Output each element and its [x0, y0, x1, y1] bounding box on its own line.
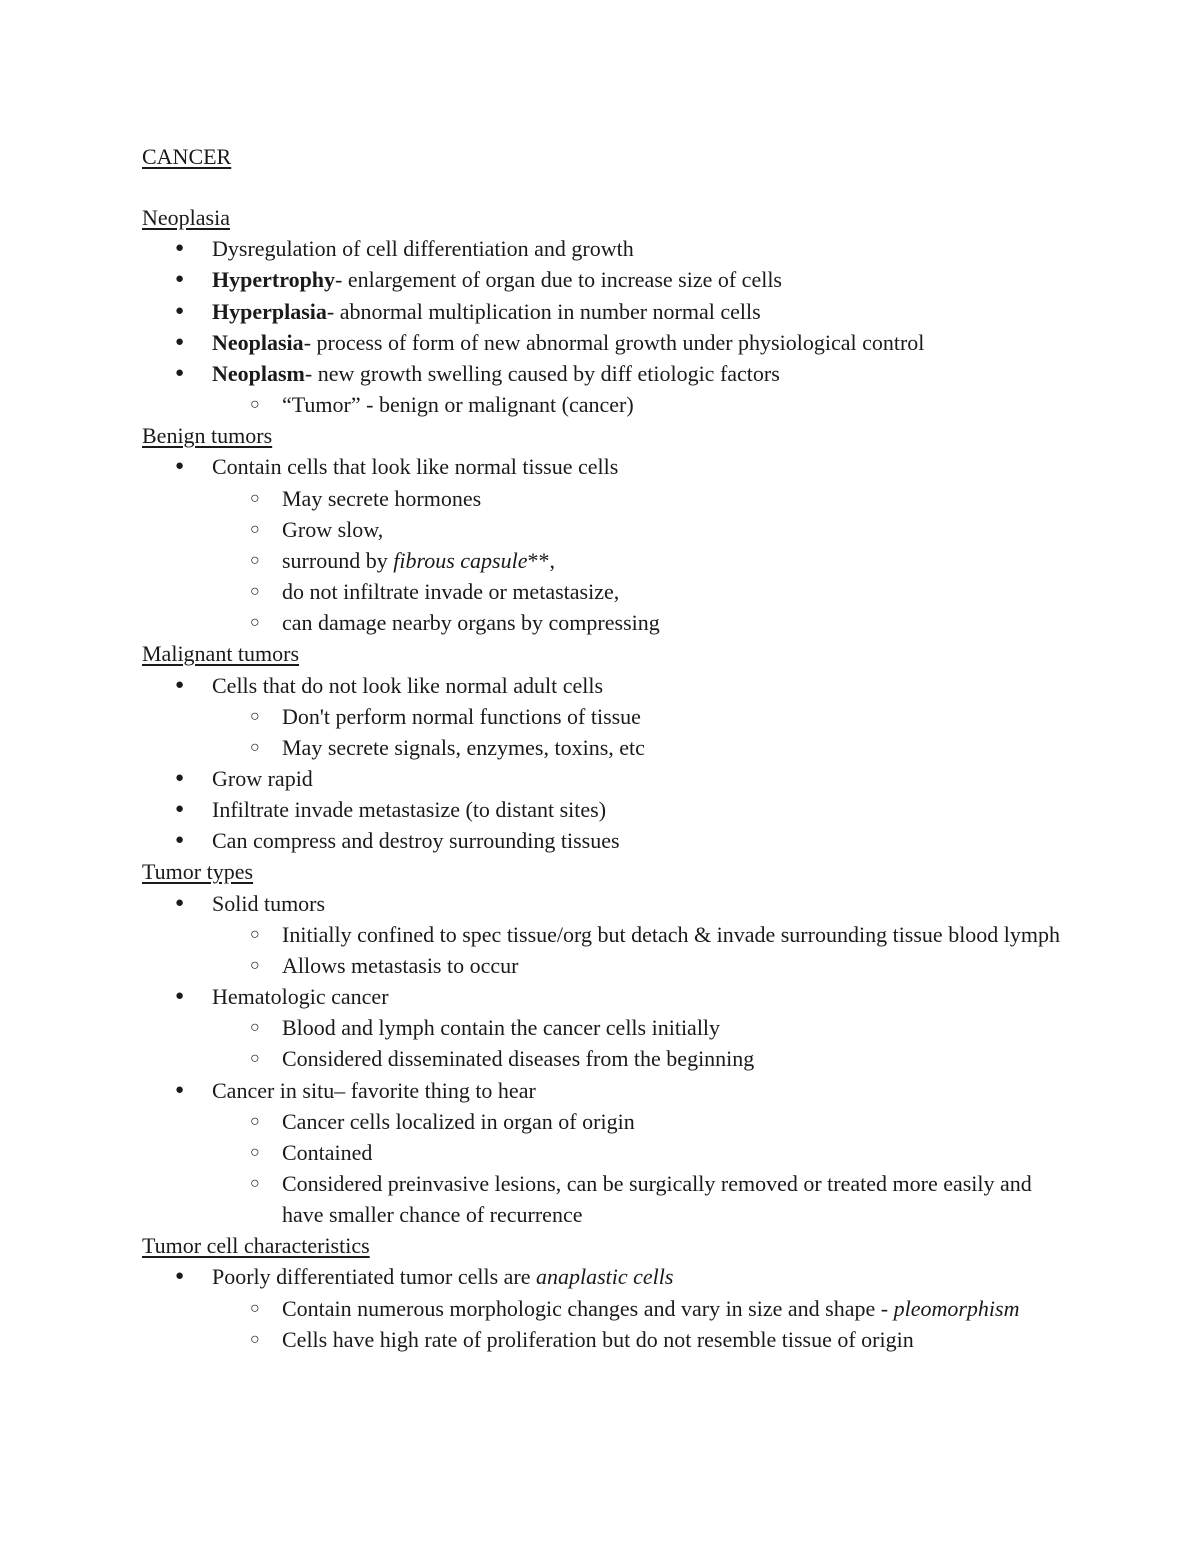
bullet-circle-icon: ○ [250, 1050, 260, 1068]
sub-bullet-list [212, 389, 1062, 420]
sub-list-item [212, 1106, 1062, 1137]
item-text: surround by [282, 547, 394, 573]
item-text: Cells that do not look like normal adult cells [212, 672, 604, 698]
item-text: Contain numerous morphologic changes and vary in size and shape - [282, 1295, 894, 1321]
section [142, 420, 1062, 638]
bullet-list [142, 451, 1062, 638]
list-item [142, 981, 1062, 1074]
item-text-after: **, [527, 547, 555, 573]
bullet-circle-icon: ○ [250, 489, 260, 507]
sub-list-item [212, 1012, 1062, 1043]
term-bold: Neoplasia [212, 329, 304, 355]
bullet-list [142, 888, 1062, 1231]
item-text: Cancer in situ– favorite thing to hear [212, 1077, 536, 1103]
item-text: Contain cells that look like normal tissue cells [212, 454, 619, 480]
section [142, 1230, 1062, 1355]
list-item [142, 296, 1062, 327]
bullet-circle-icon: ○ [250, 1143, 260, 1161]
sub-list-item [212, 545, 1062, 576]
item-text: Poorly differentiated tumor cells are [212, 1264, 536, 1290]
bullet-circle-icon: ○ [250, 396, 260, 414]
item-text: - process of form of new abnormal growth under physiological control [303, 329, 925, 355]
list-item [142, 233, 1062, 264]
item-text: - abnormal multiplication in number normal cells [326, 298, 761, 324]
bullet-circle-icon: ○ [250, 956, 260, 974]
list-item [142, 327, 1062, 358]
bullet-dot-icon: ● [175, 240, 185, 257]
item-text: Allows metastasis to occur [282, 952, 519, 978]
list-item [142, 1261, 1062, 1354]
list-item [142, 358, 1062, 420]
bullet-dot-icon: ● [175, 832, 185, 849]
term-bold: Hypertrophy [212, 267, 336, 293]
term-italic: pleomorphism [893, 1295, 1020, 1321]
bullet-circle-icon: ○ [250, 614, 260, 632]
sub-list-item [212, 1137, 1062, 1168]
sub-list-item [212, 1043, 1062, 1074]
item-text: Solid tumors [212, 890, 326, 916]
document-title: CANCER [142, 144, 232, 169]
sub-list-item [212, 389, 1062, 420]
sub-list-item [212, 950, 1062, 981]
sub-list-item [212, 1168, 1062, 1230]
item-text: Hematologic cancer [212, 984, 389, 1010]
item-text: Cells have high rate of proliferation but do not resemble tissue of origin [282, 1326, 914, 1352]
item-text: Infiltrate invade metastasize (to distant sites) [212, 797, 607, 823]
list-item [142, 451, 1062, 638]
section [142, 638, 1062, 856]
section-heading: Neoplasia [142, 205, 230, 231]
bullet-dot-icon: ● [175, 894, 185, 911]
bullet-dot-icon: ● [175, 988, 185, 1005]
item-text: “Tumor” - benign or malignant (cancer) [282, 392, 634, 418]
bullet-circle-icon: ○ [250, 583, 260, 601]
bullet-list [142, 1261, 1062, 1354]
bullet-circle-icon: ○ [250, 1019, 260, 1037]
bullet-circle-icon: ○ [250, 1175, 260, 1192]
section-heading: Tumor cell characteristics [142, 1233, 370, 1259]
bullet-dot-icon: ● [175, 271, 185, 288]
bullet-circle-icon: ○ [250, 1299, 260, 1317]
bullet-dot-icon: ● [175, 333, 185, 350]
sub-list-item [212, 576, 1062, 607]
sub-list-item [212, 1293, 1062, 1324]
list-item [142, 794, 1062, 825]
item-text: - new growth swelling caused by diff etiologic factors [304, 360, 780, 386]
item-text: Don't perform normal functions of tissue [282, 703, 641, 729]
bullet-circle-icon: ○ [250, 551, 260, 569]
list-item [142, 825, 1062, 856]
item-text: Can compress and destroy surrounding tissues [212, 828, 620, 854]
sub-bullet-list [212, 1012, 1062, 1074]
term-bold: Neoplasm [212, 360, 305, 386]
sub-bullet-list [212, 1293, 1062, 1355]
section [142, 856, 1062, 1230]
item-text: Blood and lymph contain the cancer cells initially [282, 1015, 721, 1041]
item-text: Grow rapid [212, 765, 313, 791]
item-text: - enlargement of organ due to increase size of cells [335, 267, 782, 293]
bullet-circle-icon: ○ [250, 1330, 260, 1348]
list-item [142, 888, 1062, 981]
sub-bullet-list [212, 919, 1062, 981]
term-bold: Hyperplasia [212, 298, 327, 324]
item-text: Contained [282, 1139, 373, 1165]
list-item [142, 763, 1062, 794]
bullet-circle-icon: ○ [250, 738, 260, 756]
sub-list-item [212, 919, 1062, 950]
sub-list-item [212, 607, 1062, 638]
bullet-dot-icon: ● [175, 1081, 185, 1098]
section-heading: Malignant tumors [142, 641, 300, 667]
bullet-circle-icon: ○ [250, 1112, 260, 1130]
sub-list-item [212, 732, 1062, 763]
bullet-circle-icon: ○ [250, 925, 260, 943]
sub-list-item [212, 1324, 1062, 1355]
sub-list-item [212, 701, 1062, 732]
item-text: May secrete hormones [282, 485, 482, 511]
bullet-dot-icon: ● [175, 302, 185, 319]
item-text: Cancer cells localized in organ of origin [282, 1108, 635, 1134]
sections-container [142, 202, 1062, 1355]
section-heading: Benign tumors [142, 423, 273, 449]
sub-bullet-list [212, 483, 1062, 639]
sub-bullet-list [212, 1106, 1062, 1231]
item-text: May secrete signals, enzymes, toxins, etc [282, 734, 645, 760]
sub-list-item [212, 514, 1062, 545]
list-item [142, 670, 1062, 763]
bullet-list [142, 233, 1062, 420]
item-text: do not infiltrate invade or metastasize, [282, 579, 620, 605]
sub-list-item [212, 483, 1062, 514]
item-text: Considered preinvasive lesions, can be surgically removed or treated more easily and have smaller chance of recurrence [282, 1171, 1032, 1228]
item-text: Dysregulation of cell differentiation and growth [212, 236, 634, 262]
document-body [142, 141, 1062, 1355]
list-item [142, 1075, 1062, 1231]
bullet-dot-icon: ● [175, 801, 185, 818]
item-text: can damage nearby organs by compressing [282, 610, 660, 636]
section-heading: Tumor types [142, 859, 254, 885]
bullet-circle-icon: ○ [250, 707, 260, 725]
section [142, 202, 1062, 420]
item-text: Considered disseminated diseases from the beginning [282, 1046, 755, 1072]
bullet-list [142, 670, 1062, 857]
term-italic: anaplastic cells [535, 1264, 674, 1290]
bullet-dot-icon: ● [175, 676, 185, 693]
bullet-circle-icon: ○ [250, 520, 260, 538]
sub-bullet-list [212, 701, 1062, 763]
bullet-dot-icon: ● [175, 458, 185, 475]
term-italic: fibrous capsule [393, 547, 528, 573]
bullet-dot-icon: ● [175, 364, 185, 381]
item-text: Initially confined to spec tissue/org but detach & invade surrounding tissue blood lymph [282, 921, 1061, 947]
bullet-dot-icon: ● [175, 1268, 185, 1285]
list-item [142, 264, 1062, 295]
bullet-dot-icon: ● [175, 769, 185, 786]
item-text: Grow slow, [282, 516, 384, 542]
